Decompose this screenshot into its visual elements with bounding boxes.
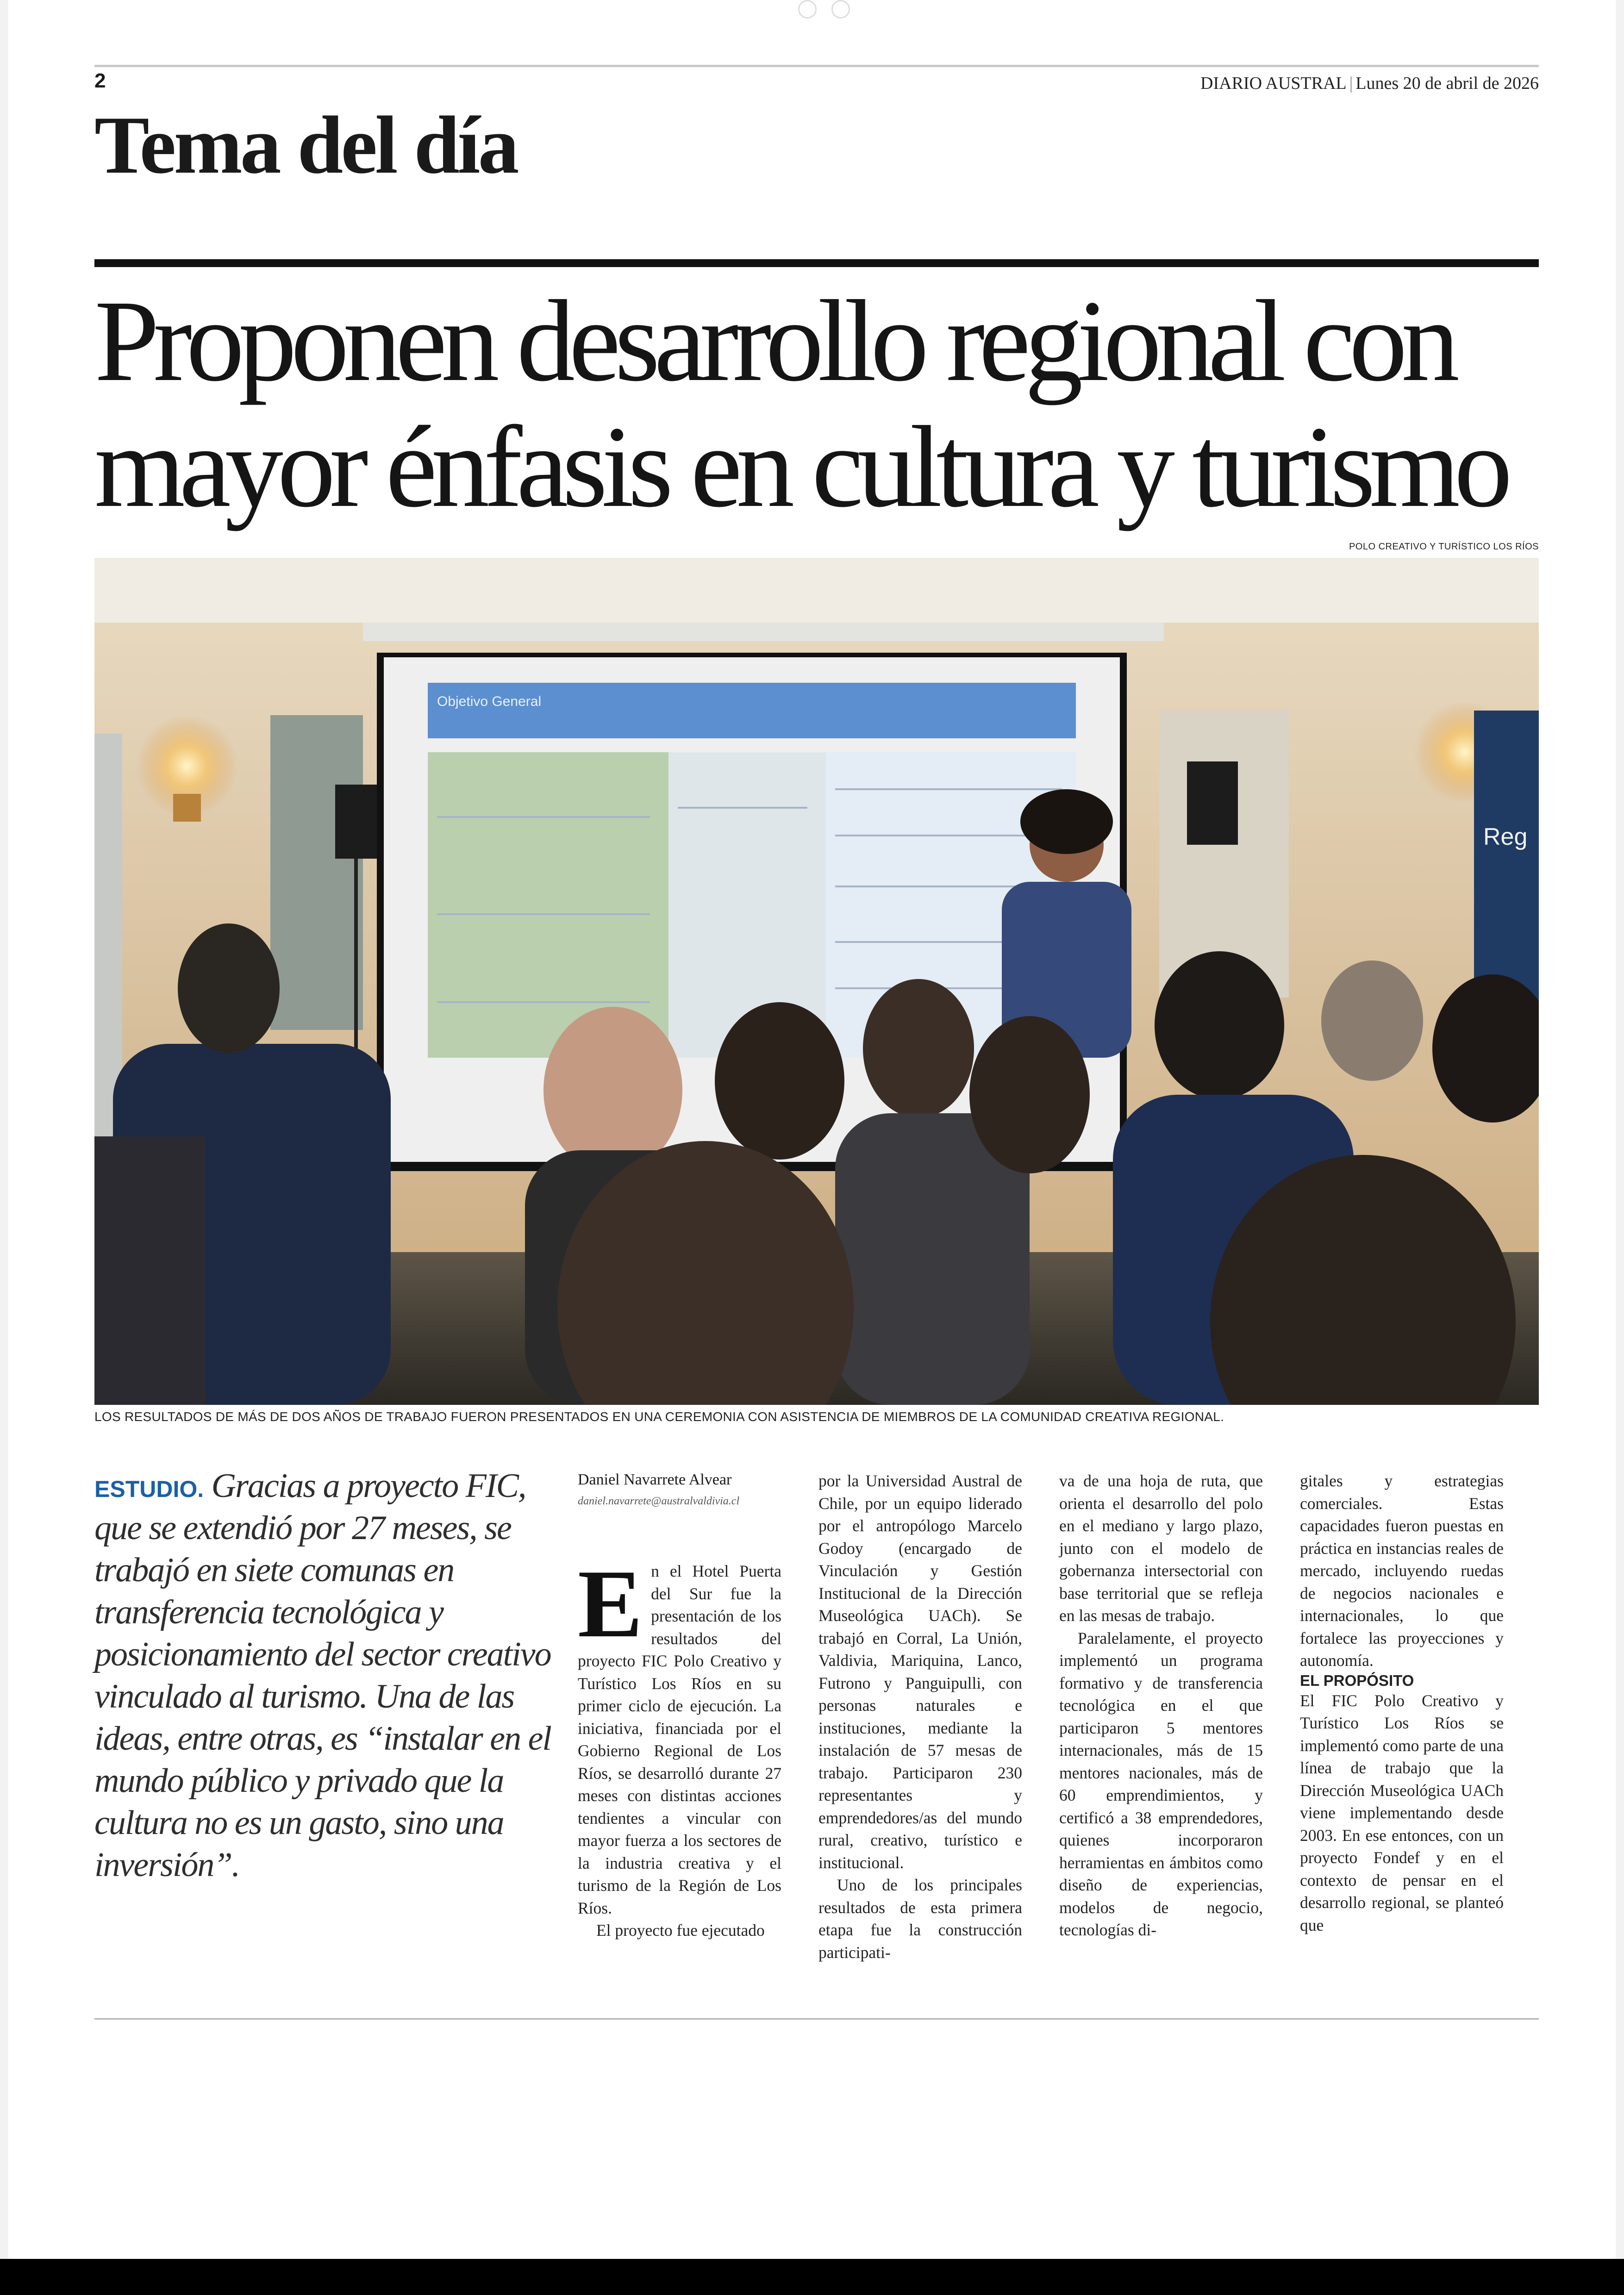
slide-title: Objetivo General (437, 694, 542, 709)
drop-cap: E (578, 1550, 643, 1658)
photo-credit: POLO CREATIVO Y TURÍSTICO LOS RÍOS (1349, 542, 1539, 552)
article-column-2 (818, 1470, 1022, 1964)
body-paragraph: por la Universidad Austral de Chile, por un equipo liderado por el antropólogo Marcelo Godoy (encargado de Vinculación y Gestión Institucional de la Dirección Museológica UACh). Se trabajó en Corral, La Unión, Valdivia, Mariquina, Lanco, Futrono y Panguipulli, con personas naturales e instituciones, mediante la instalación de 57 mesas de trabajo. Participaron 230 representantes y emprendedores/as del mundo rural, creativo, turístico e institucional. (818, 1472, 1022, 1872)
top-rule (94, 65, 1539, 67)
issue-date: Lunes 20 de abril de 2026 (1355, 74, 1539, 93)
article-lead (94, 1465, 562, 1886)
ceiling (94, 558, 1539, 623)
newspaper-page (8, 0, 1616, 2259)
byline-author: Daniel Navarrete Alvear (578, 1471, 732, 1488)
article-headline: Proponen desarrollo regional con mayor énfasis en cultura y turismo (94, 276, 1507, 531)
body-paragraph: gitales y estrategias comerciales. Estas capacidades fueron puestas en práctica en instancias reales de mercado, incluyendo ruedas de negocios nacionales e internacionales, lo que fortalece las proyecciones y autonomía. (1300, 1472, 1504, 1670)
page-number: 2 (94, 69, 106, 92)
page-indicator (791, 0, 857, 21)
page-dot[interactable] (798, 0, 817, 19)
speaker-right (1187, 761, 1238, 845)
body-paragraph: El proyecto fue ejecutado (596, 1921, 765, 1940)
lead-text: Gracias a proyecto FIC, que se extendió por 27 meses, se trabajó en siete comunas en transferencia tecnológica y posicionamiento del sector creativo vinculado al turismo. Una de las ideas, entre otras, es “instalar en el mundo público y privado que la cultura no es un gasto, sino una inversión”. (94, 1467, 551, 1884)
lamp-base (173, 794, 201, 822)
viewer-bottom-bar (0, 2259, 1624, 2295)
photo-illustration (94, 558, 1539, 1405)
article-subhead: EL PROPÓSITO (1300, 1671, 1414, 1689)
body-paragraph: Paralelamente, el proyecto implementó un programa formativo y de transferencia tecnológica en el que participaron 5 mentores internacionales, más de 15 mentores nacionales, más de 60 emprendimientos, y certificó a 38 emprendedores, quienes incorporaron herramientas en ámbitos como diseño de experiencias, modelos de negocio, tecnologías di- (1059, 1628, 1263, 1939)
article-column-1 (578, 1550, 781, 1942)
article-column-4 (1300, 1470, 1504, 1936)
screen-housing (363, 623, 1164, 641)
speaker-left (335, 785, 377, 859)
body-paragraph: va de una hoja de ruta, que orienta el desarrollo del polo en el mediano y largo plazo, junto con el modelo de gobernanza intersectorial con base territorial que se refleja en las mesas de trabajo. (1059, 1472, 1263, 1625)
bottom-rule (94, 2018, 1539, 2020)
masthead-separator: | (1349, 74, 1353, 93)
lead-kicker: ESTUDIO. (94, 1476, 204, 1502)
window-mirror (270, 715, 363, 1030)
masthead (1200, 73, 1539, 94)
photo-caption: LOS RESULTADOS DE MÁS DE DOS AÑOS DE TRABAJO FUERON PRESENTADOS EN UNA CEREMONIA CON ASISTENCIA DE MIEMBROS DE LA COMUNIDAD CREATIVA REGIONAL. (94, 1409, 1224, 1424)
body-paragraph: n el Hotel Puerta del Sur fue la presentación de los resultados del proyecto FIC Polo Creativo y Turístico Los Ríos en su primer ciclo de ejecución. La iniciativa, financiada por el Gobierno Regional de Los Ríos, se desarrolló durante 27 meses con distintas acciones tendientes a vincular con mayor fuerza a los sectores de la industria creativa y el turismo de la Región de Los Ríos. (578, 1562, 781, 1917)
byline-email[interactable]: daniel.navarrete@australvaldivia.cl (578, 1495, 740, 1507)
banner-text: Reg (1483, 823, 1528, 850)
body-paragraph: El FIC Polo Creativo y Turístico Los Ríos se implementó como parte de una línea de trabajo que la Dirección Museológica UACh viene implementando desde 2003. En ese entonces, con un proyecto Fondef y en el contexto de pensar en el desarrollo regional, se planteó que (1300, 1691, 1504, 1934)
slide-title-bar (428, 683, 1076, 738)
article-photo (94, 558, 1539, 1405)
article-column-3 (1059, 1470, 1263, 1941)
body-paragraph: Uno de los principales resultados de esta primera etapa fue la construcción participati- (818, 1876, 1022, 1962)
page-dot[interactable] (831, 0, 850, 19)
section-title: Tema del día (94, 99, 517, 191)
section-rule (94, 259, 1539, 267)
newspaper-name: DIARIO AUSTRAL (1200, 74, 1347, 93)
